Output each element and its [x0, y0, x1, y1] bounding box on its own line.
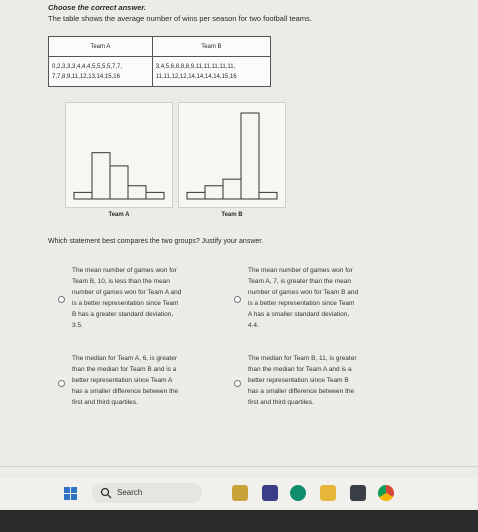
option-a-text[interactable]: [72, 265, 230, 331]
team-a-histogram-bar: [128, 186, 146, 199]
team-a-histogram-bar: [146, 192, 164, 199]
option-line: is a better representation since Team: [72, 300, 179, 307]
team-b-histogram-bar: [259, 192, 277, 199]
option-line: The median for Team B, 11, is greater: [248, 355, 357, 362]
team-b-histogram-bar: [205, 186, 223, 199]
team-a-histogram-bar: [92, 153, 110, 199]
option-line: B has a greater standard deviation,: [72, 311, 174, 318]
option-line: number of games won for Team A and: [72, 289, 182, 296]
table-header-team-b: Team B: [152, 37, 270, 57]
option-line: first and third quartiles.: [248, 399, 314, 406]
histogram-team-a: [65, 102, 173, 208]
store-icon[interactable]: [350, 485, 366, 501]
windows-start-icon[interactable]: [64, 487, 78, 501]
cell-line: 11,11,12,12,14,14,14,14,15,16: [155, 73, 237, 80]
problem-prompt: The table shows the average number of wins per season for two football teams.: [48, 14, 312, 23]
team-a-histogram-bar: [74, 192, 92, 199]
instruction-title: Choose the correct answer.: [48, 3, 146, 12]
histogram-team-a-label: Team A: [108, 212, 130, 218]
option-line: better representation since Team A: [72, 377, 173, 384]
option-b-text[interactable]: [248, 265, 406, 331]
option-line: number of games won for Team B and: [248, 289, 359, 296]
option-line: first and third quartiles.: [72, 399, 138, 406]
option-line: is a better representation since Team: [248, 300, 355, 307]
meet-icon[interactable]: [262, 485, 278, 501]
edge-icon[interactable]: [290, 485, 306, 501]
option-line: A has a smaller standard deviation,: [248, 311, 350, 318]
option-line: than the median for Team B and is a: [72, 366, 177, 373]
cell-line: 7,7,8,9,11,12,13,14,15,16: [52, 73, 120, 80]
team-b-histogram-bar: [241, 113, 259, 199]
folder-icon[interactable]: [320, 485, 336, 501]
team-a-histogram-bar: [110, 166, 128, 199]
divider: [0, 466, 478, 467]
team-b-histogram-bar: [223, 179, 241, 199]
table-header-team-a: Team A: [49, 37, 153, 57]
option-line: The mean number of games won for: [72, 267, 177, 274]
table-cell-team-a: [49, 57, 153, 87]
option-line: 4.4.: [248, 322, 259, 329]
cell-line: 3,4,5,6,8,8,8,9,11,11,11,11,11,: [155, 63, 236, 70]
option-line: The mean number of games won for: [248, 267, 353, 274]
option-d-radio[interactable]: [234, 380, 241, 387]
option-d-text[interactable]: [248, 353, 406, 408]
histogram-team-b-label: Team B: [221, 212, 243, 218]
option-line: Team A, 7, is greater than the mean: [248, 278, 351, 285]
question-text: Which statement best compares the two groups? Justify your answer.: [48, 238, 264, 245]
search-label: Search: [117, 488, 143, 497]
search-icon: [100, 487, 112, 499]
option-c-text[interactable]: [72, 353, 230, 408]
screen-bottom-band: [0, 510, 478, 532]
option-line: The median for Team A, 6, is greater: [72, 355, 178, 362]
option-b-radio[interactable]: [234, 296, 241, 303]
wins-table: [48, 36, 271, 87]
widgets-icon[interactable]: [232, 485, 248, 501]
team-b-histogram-bar: [187, 192, 205, 199]
option-c-radio[interactable]: [58, 380, 65, 387]
taskbar-search-box[interactable]: [92, 483, 202, 503]
chrome-icon[interactable]: [378, 485, 394, 501]
option-line: Team B, 10, is less than the mean: [72, 278, 170, 285]
option-line: 3.5.: [72, 322, 83, 329]
histogram-team-b: [178, 102, 286, 208]
option-line: has a smaller difference between the: [72, 388, 179, 395]
option-line: better representation since Team B: [248, 377, 349, 384]
cell-line: 0,2,3,3,3,4,4,4,5,5,5,5,7,7,: [52, 63, 123, 70]
option-line: than the median for Team A and is a: [248, 366, 352, 373]
option-line: has a smaller difference between the: [248, 388, 355, 395]
table-cell-team-b: [152, 57, 270, 87]
option-a-radio[interactable]: [58, 296, 65, 303]
table-row: [49, 57, 271, 87]
